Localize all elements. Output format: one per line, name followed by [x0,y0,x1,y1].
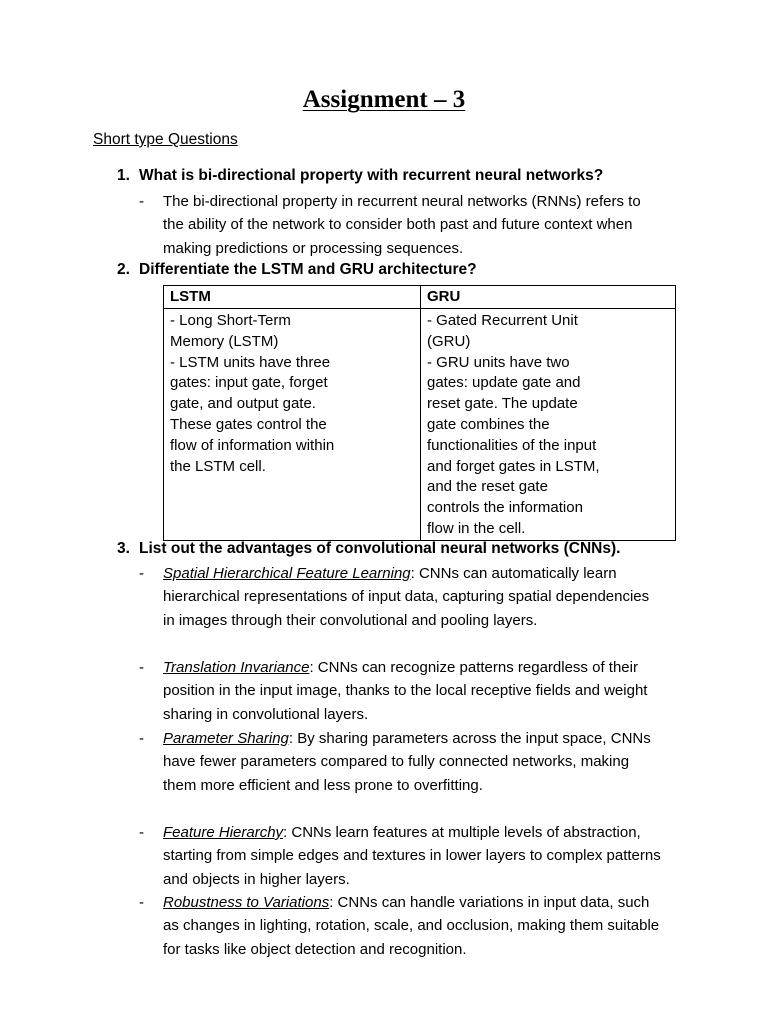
answer-1 [139,190,679,260]
bullet-dash: - [139,659,144,676]
question-number: 1. [117,167,130,184]
bullet-dash: - [139,824,144,841]
table-header-gru: GRU [421,286,676,309]
cell-line: flow in the cell. [427,519,526,537]
advantage-item [139,821,679,891]
cell-line: gates: update gate and [427,374,581,392]
cell-line: gate combines the [427,415,550,433]
advantage-description: : CNNs can handle variations in input data, such as changes in lighting, rotation, scale, and occlusion, making them suitable for tasks like object detection and recognition. [163,894,660,958]
cell-line: - GRU units have two [427,353,570,371]
question-text: What is bi-directional property with recurrent neural networks? [139,167,604,184]
table-header-row [164,286,676,309]
lstm-cell [164,309,421,541]
question-text: Differentiate the LSTM and GRU architecture? [139,261,477,278]
advantage-term: Parameter Sharing [163,730,289,747]
document-title: Assignment – 3 [302,86,466,113]
cell-line: These gates control the [170,415,327,433]
question-text: List out the advantages of convolutional neural networks (CNNs). [139,540,621,557]
advantage-description: : CNNs can automatically learn hierarchical representations of input data, capturing spatial dependencies in images through their convolutional and pooling layers. [163,565,650,629]
gru-cell [421,309,676,541]
bullet-dash: - [139,730,144,747]
cell-line: Memory (LSTM) [170,332,279,350]
cell-line: - Gated Recurrent Unit [427,312,578,329]
cell-line: - LSTM units have three [170,353,331,371]
question-3 [117,540,620,558]
comparison-table [163,285,676,541]
cell-line: reset gate. The update [427,395,578,413]
advantage-item [139,727,679,797]
advantage-term: Robustness to Variations [163,894,330,911]
table-header-lstm: LSTM [164,286,421,309]
cell-line: the LSTM cell. [170,457,266,475]
cell-line: controls the information [427,499,583,517]
advantage-term: Feature Hierarchy [163,824,284,841]
cell-line: gates: input gate, forget [170,374,328,392]
bullet-dash: - [139,193,144,210]
advantage-description: : CNNs can recognize patterns regardless of their position in the input image, thanks to the local receptive fields and weight sharing in convolutional layers. [163,659,648,723]
advantage-description: : By sharing parameters across the input space, CNNs have fewer parameters compared to fully connected networks, making them more efficient and less prone to overfitting. [163,730,651,794]
advantage-item [139,656,679,726]
cell-line: and the reset gate [427,478,548,496]
question-2 [117,261,477,279]
cell-line: gate, and output gate. [170,395,316,413]
question-number: 2. [117,261,130,278]
table-row [164,309,676,541]
advantage-item [139,891,679,961]
bullet-dash: - [139,565,144,582]
cell-line: flow of information within [170,436,335,454]
cell-line: and forget gates in LSTM, [427,457,600,475]
question-1 [117,167,603,185]
cell-line: (GRU) [427,332,471,350]
advantage-term: Translation Invariance [163,659,310,676]
advantage-term: Spatial Hierarchical Feature Learning [163,565,411,582]
section-heading: Short type Questions [93,131,238,148]
advantage-item [139,562,679,632]
advantage-description: : CNNs learn features at multiple levels of abstraction, starting from simple edges and textures in lower layers to complex patterns and objects in higher layers. [163,824,661,888]
question-number: 3. [117,540,130,557]
answer-text: The bi-directional property in recurrent neural networks (RNNs) refers to the ability of the network to consider both past and future context when making predictions or processing sequences. [163,193,641,257]
cell-line: - Long Short-Term [170,312,291,329]
bullet-dash: - [139,894,144,911]
cell-line: functionalities of the input [427,436,597,454]
